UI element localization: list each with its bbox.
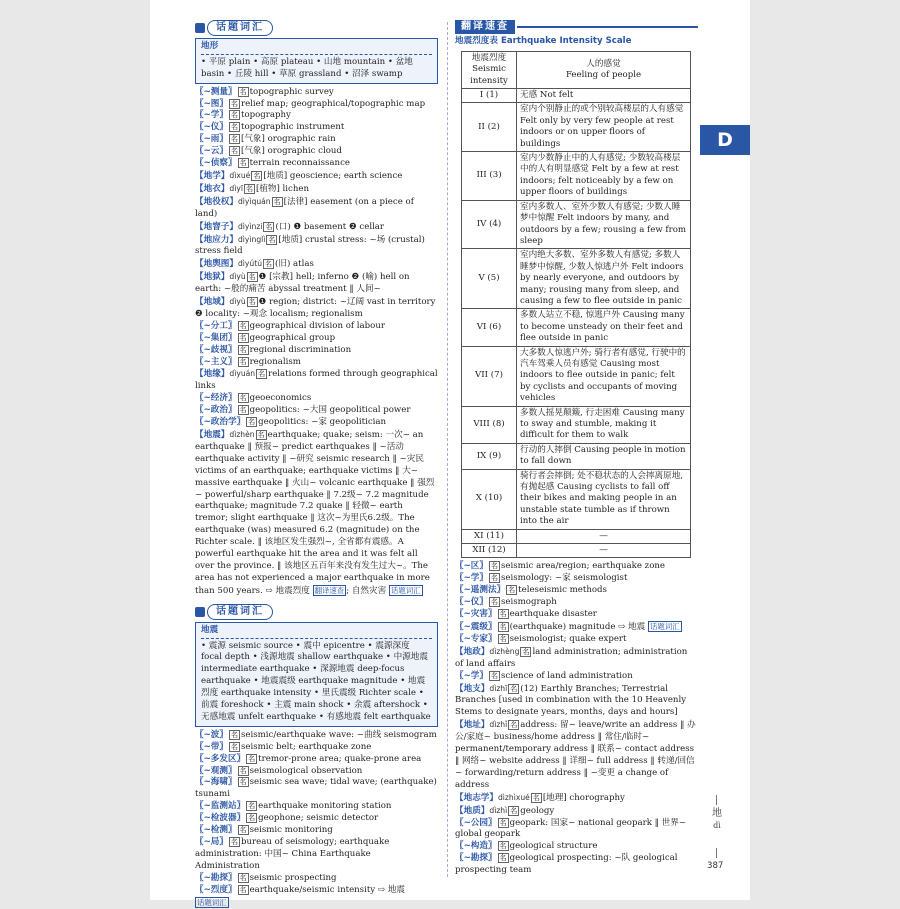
feeling-description: 骑行者会摔倒; 处不稳状态的人会摔离原地, 有抛起感 Causing cyclists to fall off their bikes and making people in an unstable state tumble as if thrown into the air [517, 469, 691, 529]
intensity-level: VI (6) [462, 309, 517, 346]
headword: 【地政】 [455, 646, 490, 657]
pinyin: dìyìnglì [237, 234, 266, 244]
headword: 〖~区〗 [455, 561, 488, 572]
headword: 〖~公园〗 [455, 817, 497, 828]
pinyin: dìyìquán [237, 196, 271, 206]
dictionary-entry [455, 621, 698, 634]
dictionary-entry [195, 170, 438, 183]
part-of-speech-tag: 名 [230, 147, 238, 156]
definition: earthquake monitoring station [258, 801, 392, 812]
dictionary-entry [455, 805, 698, 818]
pinyin: dìyī [229, 183, 243, 193]
definition: seismic belt; earthquake zone [240, 741, 372, 752]
part-of-speech-tag: 名 [257, 431, 265, 439]
definition: teleseismic methods [518, 585, 607, 596]
definition: geopark: 国家~ national geopark ‖ 世界~ global geopark [455, 817, 687, 840]
table-row [462, 249, 691, 309]
pinyin: dìzhèng [489, 646, 520, 656]
part-of-speech-tag: 名 [273, 197, 281, 206]
pinyin: dìzhī [489, 683, 508, 693]
definition: seismic monitoring [249, 825, 333, 836]
part-of-speech-tag: 名 [239, 87, 247, 96]
dictionary-entry [195, 837, 438, 873]
part-of-speech-tag: 名 [239, 885, 247, 894]
definition: seismograph [500, 597, 557, 608]
dictionary-entry [195, 183, 438, 196]
headword: 〖~多发区〗 [195, 753, 246, 764]
headword: 〖~集团〗 [195, 332, 237, 343]
table-row [462, 309, 691, 346]
definition: regionalism [249, 356, 301, 367]
definition: land administration; administration of land affairs [455, 646, 688, 669]
dictionary-entry [195, 87, 438, 99]
part-of-speech-tag: 名 [532, 793, 540, 802]
dictionary-entry [195, 801, 438, 813]
part-of-speech-tag: 名 [268, 235, 276, 244]
dictionary-entry [195, 825, 438, 837]
topic-title: 地形 [201, 40, 219, 51]
entry-list [455, 561, 698, 877]
topic-items: • 震源 seismic source • 震中 epicentre • 震源深度 focal depth • 浅源地震 shallow earthquake • 中源地震 intermediate earthquake • 深源地震 deep-focus earthquake • 地震震级 earthquake magnitude • 地震烈度 earthquake intensity • 里氏震级 Richter scale • 前震 foreshock • 主震 main shock • 余震 aftershock • 无感地震 unfelt earthquake • 有感地震 felt earthquake [201, 640, 431, 722]
headword: 〖~灾害〗 [455, 609, 497, 620]
topic-label: 话题词汇 [207, 20, 273, 36]
cross-reference-tag: 话题词汇 [390, 585, 421, 595]
pinyin: dìzhèn [229, 430, 255, 439]
headword: 〖~政治〗 [195, 405, 237, 416]
part-of-speech-tag: 名 [239, 159, 247, 168]
header-feeling-cn: 人的感觉 [586, 58, 621, 69]
topic-box-earthquake [195, 622, 438, 727]
part-of-speech-tag: 名 [522, 647, 530, 656]
guide-word-pinyin: dì [713, 821, 721, 830]
dictionary-entry [195, 405, 438, 417]
topic-header [195, 604, 438, 620]
headword: 〖~检测〗 [195, 825, 237, 836]
dictionary-entry [195, 296, 438, 321]
topic-header [195, 20, 438, 36]
dictionary-entry [195, 345, 438, 357]
definition: (旧) atlas [275, 259, 314, 270]
dictionary-entry [455, 573, 698, 585]
part-of-speech-tag: 名 [248, 802, 256, 811]
intensity-level: IX (9) [462, 443, 517, 469]
definition: [气象] orographic cloud [240, 146, 342, 157]
intensity-level: IV (4) [462, 200, 517, 249]
dictionary-entry [455, 683, 698, 720]
intensity-level: I (1) [462, 89, 517, 103]
table-row [462, 89, 691, 103]
dictionary-entry [195, 99, 438, 111]
dictionary-entry [195, 813, 438, 825]
part-of-speech-tag: 名 [239, 766, 247, 775]
side-rule [716, 848, 717, 858]
headword: 〖~歧视〗 [195, 344, 237, 355]
feeling-description: 室内绝大多数、室外多数人有感觉; 多数人睡梦中惊醒, 少数人惊逃户外 Felt indoors by nearly everyone, and outdoors by many; rousing many from sleep, and causing a few to flee outside in panic [517, 249, 691, 309]
headword: 【地址】 [455, 720, 490, 731]
part-of-speech-tag: 名 [510, 684, 518, 693]
dictionary-entry [195, 158, 438, 170]
pinyin: dìxué [229, 170, 251, 180]
headword: 〖~学〗 [455, 670, 488, 681]
topic-label: 话题词汇 [207, 604, 273, 620]
part-of-speech-tag: 名 [230, 838, 238, 846]
pinyin: dìyù [229, 272, 246, 282]
part-of-speech-tag: 名 [248, 273, 256, 282]
definition: [气象] orographic rain [240, 134, 336, 145]
definition: relations formed through geographical links [195, 369, 438, 392]
headword: 【地衣】 [195, 183, 230, 194]
part-of-speech-tag: 名 [499, 623, 507, 631]
definition: bureau of seismology; earthquake administration: 中国~ China Earthquake Administration [195, 837, 390, 871]
part-of-speech-tag: 名 [510, 806, 518, 815]
definition: geographical division of labour [249, 320, 386, 331]
part-of-speech-tag: 名 [253, 171, 261, 180]
headword: 【地窨子】 [195, 221, 238, 232]
headword: 〖~带〗 [195, 741, 228, 752]
part-of-speech-tag: 名 [265, 260, 273, 269]
definition: (earthquake) magnitude ⇨ 地震 [509, 622, 648, 632]
part-of-speech-tag: 名 [239, 333, 247, 342]
dictionary-entry [195, 357, 438, 369]
guide-word-cn: 地 [712, 808, 722, 819]
dictionary-entry [195, 122, 438, 134]
headword: 〖~图〗 [195, 98, 228, 109]
pinyin: dìyuán [229, 369, 256, 379]
part-of-speech-tag: 名 [239, 873, 247, 882]
dictionary-entry [455, 792, 698, 805]
dictionary-entry [195, 196, 438, 221]
headword: 〖~烈度〗 [195, 884, 237, 895]
headword: 〖~构造〗 [455, 841, 497, 852]
definition: ❶ region; district: ~辽阔 vast in territory ❷ locality: ~观念 localism; regionalism [195, 297, 436, 319]
intensity-level: II (2) [462, 103, 517, 152]
intensity-level: XI (11) [462, 529, 517, 543]
feeling-description: 多数人摇晃颠簸, 行走困难 Causing many to sway and stumble, making it difficult for them to walk [517, 406, 691, 443]
translation-header [455, 20, 698, 34]
feeling-description: 多数人站立不稳, 惊逃户外 Causing many to become unsteady on their feet and flee outside in panic [517, 309, 691, 346]
topic-icon [195, 607, 205, 617]
definition: [地质] geoscience; earth science [263, 170, 403, 181]
part-of-speech-tag: 名 [490, 562, 498, 571]
definition: [法律] easement (on a piece of land) [195, 196, 414, 219]
definition: geology [520, 805, 555, 816]
cross-reference-tag: 话题词汇 [197, 897, 227, 907]
dictionary-entry [195, 234, 438, 259]
translation-label: 翻译速查 [455, 20, 515, 34]
feeling-description: 行动的人摔倒 Causing people in motion to fall down [517, 443, 691, 469]
headword: 〖~侦察〗 [195, 158, 237, 169]
feeling-description: — [517, 529, 691, 543]
dictionary-entry [455, 853, 698, 877]
table-row [462, 544, 691, 558]
table-row [462, 443, 691, 469]
definition: seismologist; quake expert [509, 633, 627, 644]
left-column [195, 20, 438, 909]
part-of-speech-tag: 名 [248, 814, 256, 823]
headword: 〖~勘探〗 [455, 853, 497, 864]
intensity-level: VII (7) [462, 346, 517, 406]
definition: geological structure [509, 841, 598, 852]
definition: tremor-prone area; quake-prone area [258, 753, 422, 764]
headword: 【地役权】 [195, 196, 238, 207]
dictionary-entry [195, 134, 438, 146]
feeling-description: 大多数人惊逃户外; 骑行者有感觉, 行驶中的汽车驾乘人员有感觉 Causing most indoors to flee outside in panic; felt by cyclists and occupants of moving vehicles [517, 346, 691, 406]
definition: earthquake disaster [509, 609, 597, 620]
headword: 【地支】 [455, 683, 490, 694]
headword: 〖~主义〗 [195, 356, 237, 367]
part-of-speech-tag: 名 [499, 854, 507, 863]
definition: seismic prospecting [249, 872, 337, 883]
headword: 〖~专家〗 [455, 633, 497, 644]
definition: topographic survey [249, 86, 334, 97]
feeling-description: 室内个别静止的或个别较高楼层的人有感觉 Felt only by very few people at rest indoors or on upper floors of buildings [517, 103, 691, 152]
definition: topographic instrument [240, 122, 345, 133]
part-of-speech-tag: 名 [239, 778, 247, 787]
guide-word [708, 808, 726, 832]
dictionary-entry [195, 885, 438, 909]
side-rule [716, 795, 717, 805]
headword: 〖~分工〗 [195, 320, 237, 331]
part-of-speech-tag: 名 [239, 826, 247, 835]
headword: 【地域】 [195, 297, 230, 308]
definition: geopolitics: ~家 geopolitician [258, 417, 387, 428]
part-of-speech-tag: 名 [499, 634, 507, 643]
table-row [462, 346, 691, 406]
dictionary-entry [195, 321, 438, 333]
definition: geophone; seismic detector [258, 813, 379, 824]
intensity-level: III (3) [462, 152, 517, 201]
topic-items: • 平原 plain • 高原 plateau • 山地 mountain • 盆地 basin • 丘陵 hill • 草原 grassland • 沼泽 swamp [201, 56, 413, 79]
header-level: 地震烈度 Seismic intensity [462, 51, 517, 88]
part-of-speech-tag: 名 [248, 418, 256, 427]
feeling-description: 无感 Not felt [517, 89, 691, 103]
dictionary-entry [195, 730, 438, 742]
part-of-speech-tag: 名 [499, 818, 507, 827]
definition: (口) ❶ basement ❷ cellar [275, 221, 385, 232]
dictionary-entry [195, 368, 438, 393]
intensity-level: X (10) [462, 469, 517, 529]
definition: relief map; geographical/topographic map [240, 98, 426, 109]
headword: 【地质】 [455, 805, 490, 816]
dictionary-entry [195, 258, 438, 271]
headword: 【地狱】 [195, 272, 230, 283]
headword: 〖~经济〗 [195, 393, 237, 404]
dictionary-entry [195, 429, 438, 598]
definition: earthquake/seismic intensity ⇨ 地震 [249, 884, 406, 895]
definition: terrain reconnaissance [249, 158, 350, 169]
table-title: 地震烈度表 Earthquake Intensity Scale [455, 35, 632, 46]
part-of-speech-tag: 名 [230, 742, 238, 751]
headword: 〖~波〗 [195, 729, 228, 740]
headword: 【地志学】 [455, 792, 498, 803]
topic-separator [201, 54, 432, 55]
dictionary-entry [195, 393, 438, 405]
right-column [455, 20, 698, 877]
definition: [地理] chorography [542, 792, 625, 803]
headword: 〖~仪〗 [455, 597, 488, 608]
dictionary-entry [455, 561, 698, 573]
headword: 【地震】 [195, 430, 230, 440]
feeling-description: — [517, 544, 691, 558]
definition: topography [240, 110, 291, 121]
entry-list [195, 87, 438, 598]
part-of-speech-tag: 名 [265, 222, 273, 231]
definition-tail: ; 自然灾害 [346, 585, 389, 596]
part-of-speech-tag: 名 [510, 721, 518, 730]
headword: 〖~震级〗 [455, 622, 497, 632]
definition: seismic sea wave; tidal wave; (earthquake) tsunami [195, 777, 437, 800]
dictionary-entry [455, 597, 698, 609]
part-of-speech-tag: 名 [230, 135, 238, 144]
definition: seismology: ~家 seismologist [500, 573, 628, 584]
headword: 〖~海啸〗 [195, 777, 237, 788]
dictionary-entry [455, 609, 698, 621]
intensity-level: V (5) [462, 249, 517, 309]
part-of-speech-tag: 名 [239, 357, 247, 366]
part-of-speech-tag: 名 [239, 321, 247, 330]
definition: geoeconomics [249, 393, 312, 404]
table-row [462, 103, 691, 152]
dictionary-entry [195, 110, 438, 122]
table-header-row [462, 51, 691, 88]
feeling-description: 室内少数静止中的人有感觉; 少数较高楼层中的人有明显感觉 Felt by a few at rest indoors; felt noticeably by a few on upper floors of buildings [517, 152, 691, 201]
topic-icon [195, 23, 205, 33]
part-of-speech-tag: 名 [499, 610, 507, 619]
dictionary-entry [455, 671, 698, 683]
headword: 【地应力】 [195, 234, 238, 245]
dictionary-entry [195, 742, 438, 754]
headword: 〖~观测〗 [195, 765, 237, 776]
definition: address: 留~ leave/write an address ‖ 办公/家庭~ business/home address ‖ 常住/临时~ permanent/temporary address ‖ 联系~ contact address ‖ 网络~ website address ‖ 详细~ full address ‖ 转递/回信~ forwarding/return address ‖ ~变更 a change of address [455, 720, 696, 790]
dictionary-entry [195, 873, 438, 885]
headword: 〖~学〗 [455, 573, 488, 584]
headword: 〖~监测站〗 [195, 801, 246, 812]
headword: 【地缘】 [195, 369, 230, 380]
part-of-speech-tag: 名 [239, 394, 247, 403]
table-row [462, 406, 691, 443]
table-row [462, 200, 691, 249]
dictionary-entry [455, 818, 698, 842]
part-of-speech-tag: 名 [239, 345, 247, 354]
table-row [462, 469, 691, 529]
pinyin: dìyútú [237, 259, 263, 269]
headword: 〖~云〗 [195, 146, 228, 157]
definition: geographical group [249, 332, 336, 343]
definition: (12) Earthly Branches; Terrestrial Branches [used in combination with the 10 Heavenly Stems to designate years, months, days and hours] [455, 683, 687, 718]
pinyin: dìzhì [489, 805, 508, 815]
definition: seismological observation [249, 765, 363, 776]
dictionary-entry [195, 271, 438, 296]
part-of-speech-tag: 名 [248, 754, 256, 763]
definition: seismic area/region; earthquake zone [500, 561, 666, 572]
dictionary-entry [195, 754, 438, 766]
alphabet-tab: D [700, 125, 750, 155]
part-of-speech-tag: 名 [490, 598, 498, 607]
part-of-speech-tag: 名 [230, 123, 238, 132]
part-of-speech-tag: 名 [245, 184, 253, 193]
pinyin: dìyù [229, 297, 246, 307]
headword: 〖~勘探〗 [195, 872, 237, 883]
feeling-description: 室内多数人、室外少数人有感觉; 少数人睡梦中惊醒 Felt indoors by many, and outdoors by a few; rousing a few from sleep [517, 200, 691, 249]
part-of-speech-tag: 名 [230, 99, 238, 108]
dictionary-entry [195, 766, 438, 778]
headword: 【地舆图】 [195, 259, 238, 270]
intensity-level: VIII (8) [462, 406, 517, 443]
intensity-level: XII (12) [462, 544, 517, 558]
headword: 〖~局〗 [195, 837, 228, 847]
headword: 〖~学〗 [195, 110, 228, 121]
headword: 〖~仪〗 [195, 122, 228, 133]
dictionary-entry [455, 634, 698, 646]
definition: earthquake; quake; seism: 一次~ an earthquake ‖ 预报~ predict earthquakes ‖ ~活动 earthquake activity ‖ ~研究 seismic research ‖ ~灾民 victims of an earthquake; earthquake victims ‖ 大~ massive earthquake ‖ 火山~ volcanic earthquake ‖ 强烈~ powerful/sharp earthquake ‖ 7.2级~ 7.2 magnitude earthquake; magnitude 7.2 quake ‖ 轻微~ earth tremor; slight earthquake ‖ 这次~为里氏6.2级。The earthquake (was) measured 6.2 (magnitude) on the Richter scale. ‖ 该地区发生强烈~, 全省都有震感。A powerful earthquake hit the area and it was felt all over the province. ‖ 该地区五百年来没有发生过大~。The area has not experienced a major earthquake in more than 500 years. ⇨ 地震烈度 [195, 430, 435, 596]
column-divider [447, 22, 448, 877]
part-of-speech-tag: 名 [230, 111, 238, 120]
headword: 【地学】 [195, 170, 230, 181]
dictionary-entry [195, 333, 438, 345]
header-feeling [517, 51, 691, 88]
cross-reference-tag: 翻译速查 [314, 585, 345, 595]
table-row [462, 529, 691, 543]
definition: geological prospecting: ~队 geological prospecting team [455, 853, 678, 876]
entry-list [195, 730, 438, 909]
definition: regional discrimination [249, 344, 352, 355]
pinyin: dìyìnzi [237, 221, 263, 231]
dictionary-entry [195, 146, 438, 158]
definition: [地质] crustal stress: ~场 (crustal) stress field [195, 234, 425, 257]
headword: 〖~测量〗 [195, 86, 237, 97]
dictionary-entry [455, 646, 698, 671]
part-of-speech-tag: 名 [499, 842, 507, 851]
page-number: 387 [707, 861, 724, 871]
pinyin: dìzhǐ [489, 720, 508, 730]
intensity-table [461, 51, 691, 559]
definition: seismic/earthquake wave: ~曲线 seismogram [240, 729, 437, 740]
definition: science of land administration [500, 670, 633, 681]
definition: ❶ [宗教] hell; inferno ❷ (喻) hell on earth: ~般的痛苦 abyssal treatment ‖ 人间~ [195, 272, 410, 295]
headword: 〖~雨〗 [195, 134, 228, 145]
dictionary-entry [455, 585, 698, 597]
pinyin: dìzhìxué [497, 792, 530, 802]
part-of-speech-tag: 名 [490, 671, 498, 680]
header-feeling-en: Feeling of people [565, 69, 642, 80]
topic-title: 地震 [201, 624, 219, 635]
topic-box-terrain [195, 38, 438, 84]
dictionary-entry [195, 221, 438, 234]
cross-reference-tag: 话题词汇 [650, 622, 680, 631]
dictionary-entry [195, 777, 438, 801]
part-of-speech-tag: 名 [258, 370, 266, 379]
definition: geopolitics: ~大国 geopolitical power [249, 405, 411, 416]
dictionary-entry [455, 719, 698, 791]
part-of-speech-tag: 名 [490, 574, 498, 583]
table-row [462, 152, 691, 201]
header-rule [517, 26, 698, 28]
part-of-speech-tag: 名 [239, 406, 247, 415]
part-of-speech-tag: 名 [248, 298, 256, 307]
dictionary-entry [455, 841, 698, 853]
topic-separator [201, 638, 432, 639]
headword: 〖~检波器〗 [195, 813, 246, 824]
headword: 〖~政治学〗 [195, 417, 246, 428]
definition: [植物] lichen [255, 183, 310, 194]
dictionary-entry [195, 417, 438, 429]
part-of-speech-tag: 名 [508, 586, 516, 595]
part-of-speech-tag: 名 [230, 730, 238, 739]
headword: 〖~遥测法〗 [455, 585, 506, 596]
